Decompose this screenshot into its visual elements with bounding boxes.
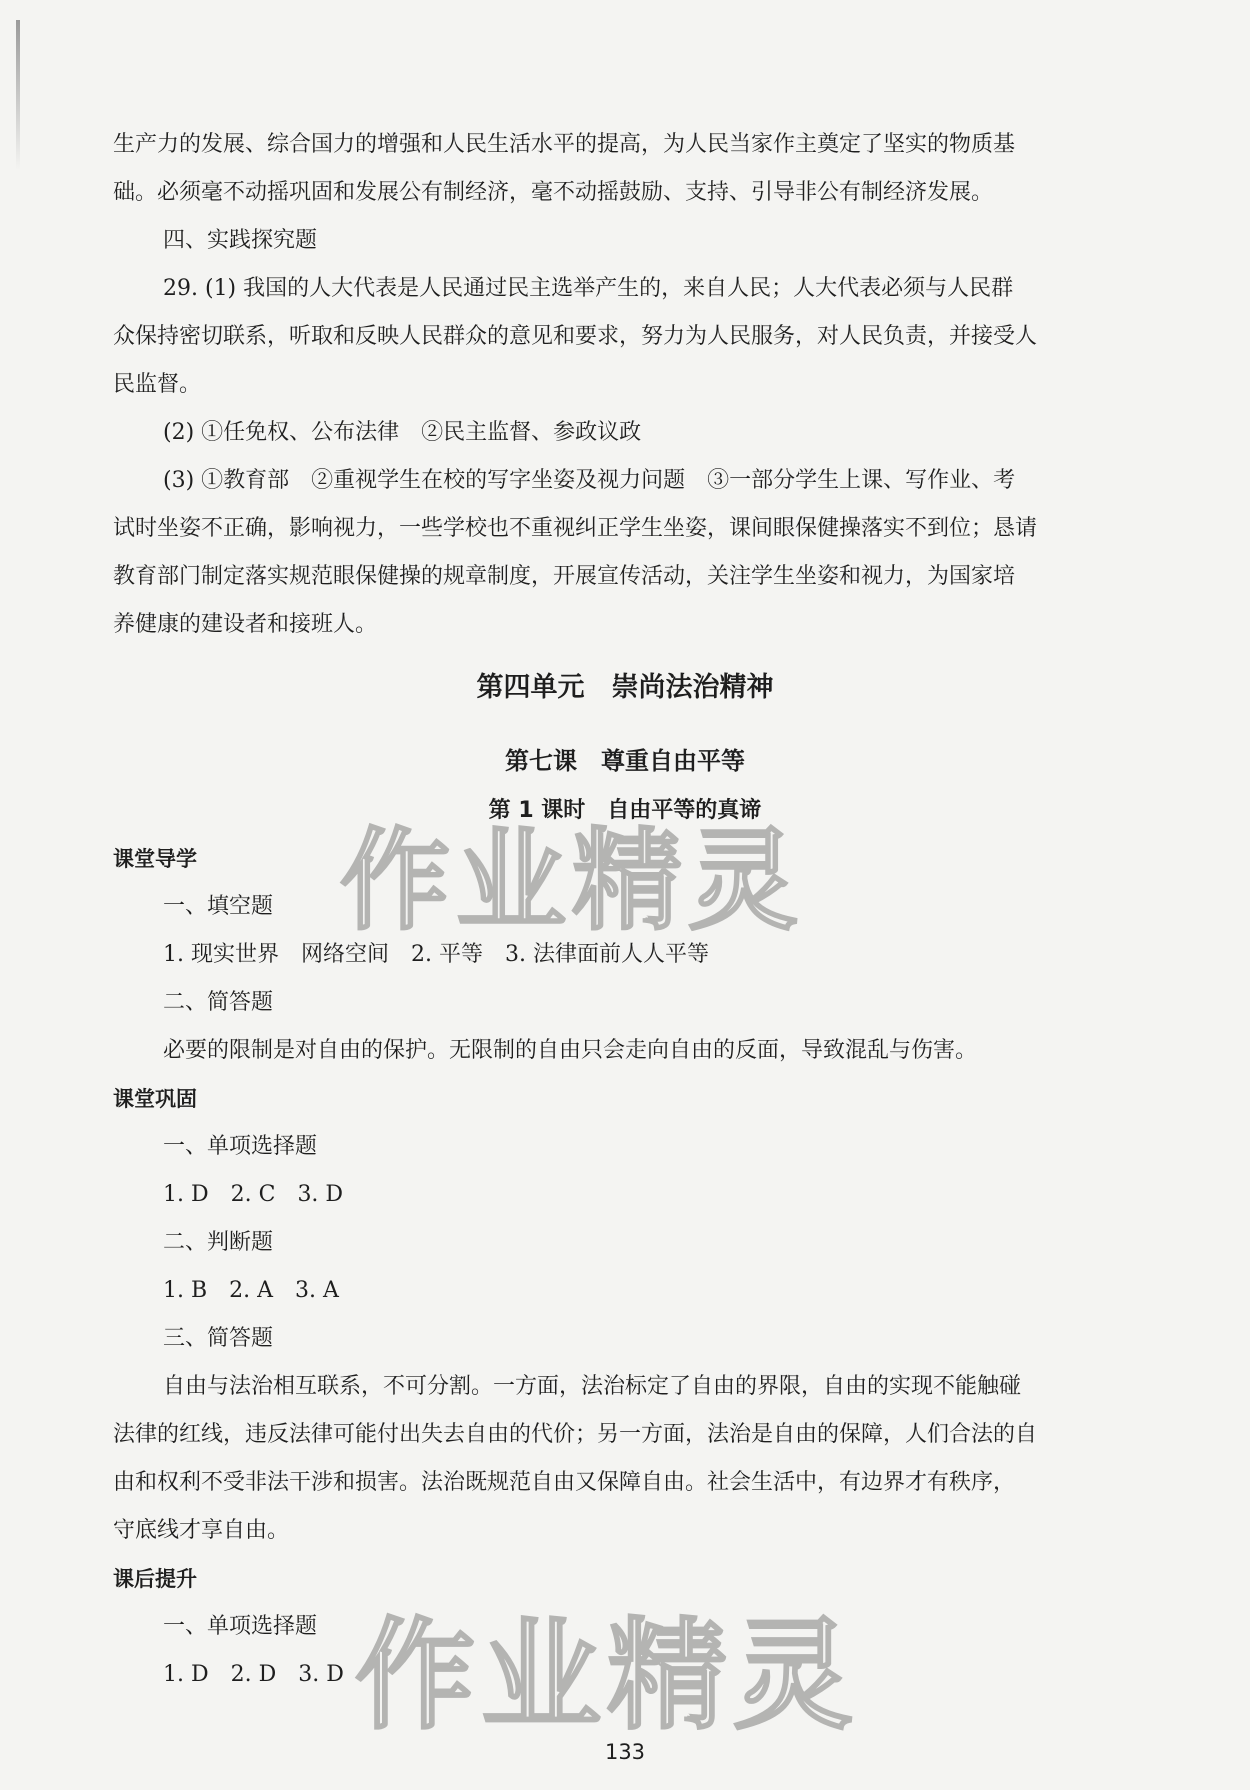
short-answer-heading: 三、简答题 <box>163 1326 274 1351</box>
fill-blank-heading: 一、填空题 <box>163 894 274 919</box>
scan-edge-mark <box>16 20 20 170</box>
q29-part1-line: 民监督。 <box>113 372 202 397</box>
page-number: 133 <box>604 1740 646 1764</box>
choice-answers: 1. D 2. D 3. D <box>163 1662 344 1687</box>
q29-part3-line: 试时坐姿不正确，影响视力，一些学校也不重视纠正学生坐姿，课间眼保健操落实不到位；恳请 <box>113 516 1038 541</box>
paragraph-line: 础。必须毫不动摇巩固和发展公有制经济，毫不动摇鼓励、支持、引导非公有制经济发展。 <box>113 180 994 205</box>
q29-part3-line: 教育部门制定落实规范眼保健操的规章制度，开展宣传活动，关注学生坐姿和视力，为国家培 <box>113 564 1016 589</box>
section-ketang-gonggu: 课堂巩固 <box>113 1087 197 1111</box>
period-title: 第 1 课时 自由平等的真谛 <box>488 798 762 823</box>
short-answer-text: 必要的限制是对自由的保护。无限制的自由只会走向自由的反面，导致混乱与伤害。 <box>163 1038 978 1063</box>
q29-part3-line: 养健康的建设者和接班人。 <box>113 612 378 637</box>
section-heading-practice: 四、实践探究题 <box>163 228 318 253</box>
section-kehou-tisheng: 课后提升 <box>113 1567 197 1591</box>
watermark: 作业精灵 <box>355 1607 859 1746</box>
short-answer-line: 法律的红线，违反法律可能付出失去自由的代价；另一方面，法治是自由的保障，人们合法的自 <box>113 1422 1038 1447</box>
fill-blank-answers: 1. 现实世界 网络空间 2. 平等 3. 法律面前人人平等 <box>163 942 709 967</box>
short-answer-line: 自由与法治相互联系，不可分割。一方面，法治标定了自由的界限，自由的实现不能触碰 <box>163 1374 1022 1399</box>
choice-heading: 一、单项选择题 <box>163 1614 318 1639</box>
judge-answers: 1. B 2. A 3. A <box>163 1278 339 1303</box>
short-answer-line: 守底线才享自由。 <box>113 1518 290 1543</box>
choice-answers: 1. D 2. C 3. D <box>163 1182 344 1207</box>
short-answer-heading: 二、简答题 <box>163 990 274 1015</box>
lesson-title: 第七课 尊重自由平等 <box>505 747 745 775</box>
paragraph-line: 生产力的发展、综合国力的增强和人民生活水平的提高，为人民当家作主奠定了坚实的物质基 <box>113 132 1016 157</box>
short-answer-line: 由和权利不受非法干涉和损害。法治既规范自由又保障自由。社会生活中，有边界才有秩序， <box>113 1470 1016 1495</box>
q29-part1-line: 29. (1) 我国的人大代表是人民通过民主选举产生的，来自人民；人大代表必须与人民群 <box>163 276 1014 301</box>
judge-heading: 二、判断题 <box>163 1230 274 1255</box>
q29-part2: (2) ①任免权、公布法律 ②民主监督、参政议政 <box>163 420 642 445</box>
q29-part1-line: 众保持密切联系，听取和反映人民群众的意见和要求，努力为人民服务，对人民负责，并接受人 <box>113 324 1038 349</box>
section-ketang-daoxue: 课堂导学 <box>113 847 197 871</box>
unit-title: 第四单元 崇尚法治精神 <box>476 672 774 703</box>
watermark: 作业精灵 <box>340 817 804 945</box>
q29-part3-line: (3) ①教育部 ②重视学生在校的写字坐姿及视力问题 ③一部分学生上课、写作业、考 <box>163 468 1016 493</box>
choice-heading: 一、单项选择题 <box>163 1134 318 1159</box>
